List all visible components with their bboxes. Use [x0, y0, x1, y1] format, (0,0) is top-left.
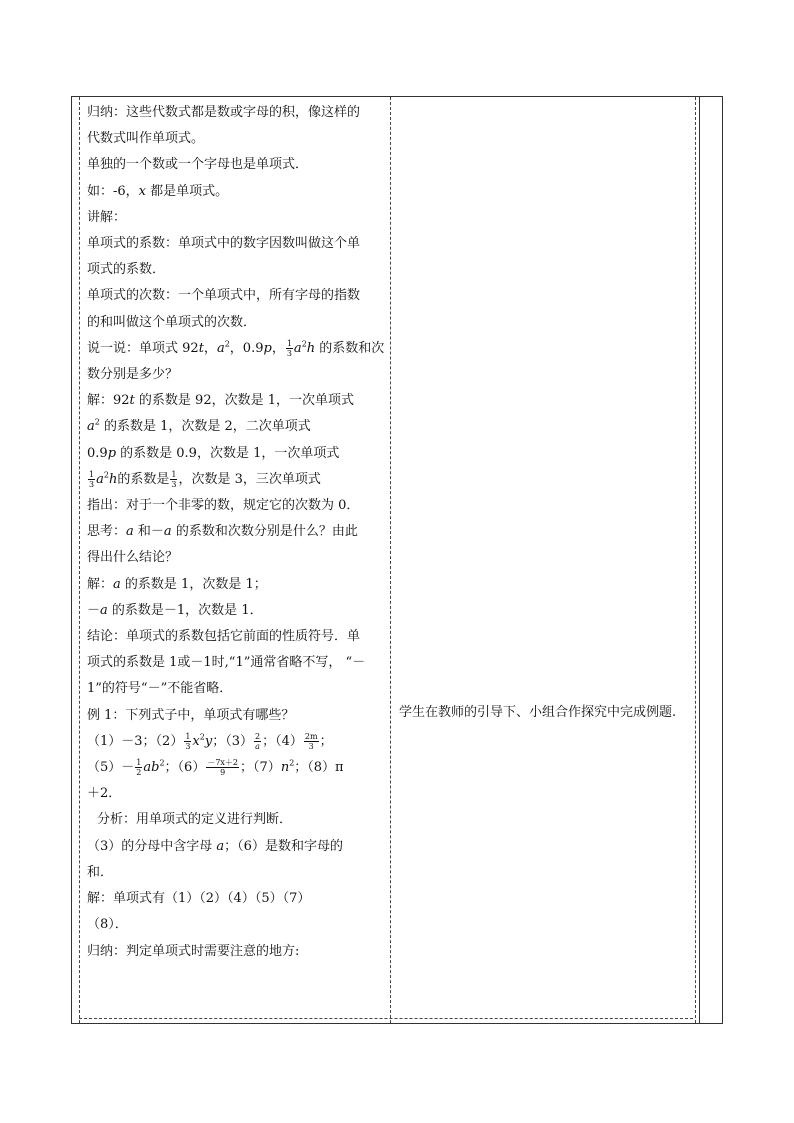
var: p: [263, 340, 272, 356]
text-line: 项式的系数是 1或－1时,“1”通常省略不写， “－: [87, 655, 366, 671]
text: 思考：: [87, 524, 127, 540]
text: ，: [203, 340, 217, 356]
text-line: [87, 388, 386, 414]
fraction: [184, 732, 191, 751]
numerator: 2m: [304, 731, 318, 741]
text: 的系数是 0.9，次数是 1，一次单项式: [116, 445, 340, 461]
text-line: 项式的系数．: [87, 262, 166, 278]
text-line: 例 1：下列式子中，单项式有哪些？: [87, 707, 295, 723]
text: 的系数是 1，次数是 1；: [120, 576, 267, 592]
exponent: 2: [94, 418, 100, 428]
numerator: 1: [171, 469, 177, 479]
exponent: 2: [224, 339, 230, 349]
text: 都是单项式。: [146, 183, 229, 199]
var: p: [107, 445, 117, 461]
text-line: 单项式的次数：一个单项式中，所有字母的指数: [87, 288, 361, 304]
denominator: 3: [89, 479, 95, 489]
table-column-divider: [390, 97, 391, 1023]
exponent: 2: [199, 732, 205, 742]
text-line: 归纳：判定单项式时需要注意的地方:: [87, 943, 300, 959]
text-line: [87, 755, 386, 781]
fraction: [88, 470, 95, 489]
text: （5）－: [87, 760, 135, 776]
text: ；（6）: [164, 760, 206, 776]
text: 的系数是 1，次数是 2，二次单项式: [99, 419, 311, 435]
text-line: [87, 179, 386, 205]
text: ；（4）: [262, 733, 303, 749]
text-line: [87, 441, 386, 467]
text-line: [87, 729, 386, 755]
var: h: [108, 471, 118, 487]
var: x: [192, 733, 200, 749]
var: a: [163, 524, 172, 540]
var: y: [204, 733, 213, 749]
text-line: 单项式的系数：单项式中的数字因数叫做这个单: [87, 236, 361, 252]
text: 的系数是 92，次数是 1，一次单项式: [134, 393, 354, 409]
teacher-activity-cell: [87, 100, 386, 965]
text: （1）－3；（2）: [87, 733, 184, 749]
text-line: [87, 336, 386, 362]
text-line: 分析：用单项式的定义进行判断．: [97, 812, 293, 828]
denominator: 3: [308, 741, 314, 751]
text: 的系数是: [117, 471, 170, 487]
var: t: [198, 340, 204, 356]
numerator: 2: [255, 731, 261, 741]
text-line: 得出什么结论？: [87, 550, 179, 566]
denominator: 3: [171, 479, 177, 489]
var: n: [280, 760, 290, 776]
var: a: [100, 602, 108, 618]
numerator: 1: [136, 758, 142, 768]
denominator: 2: [136, 768, 142, 778]
fraction: [170, 470, 177, 489]
text: ，: [271, 340, 285, 356]
var: ab: [143, 760, 160, 776]
text-line: ＋2．: [87, 786, 122, 802]
text: ；（7）: [240, 760, 281, 776]
exponent: 2: [301, 339, 307, 349]
text: ，0.9: [229, 340, 264, 356]
text: 0.9: [87, 445, 108, 461]
text-line: [87, 467, 386, 493]
fraction: [304, 732, 319, 751]
denominator: a: [255, 741, 260, 751]
text-line: [87, 598, 386, 624]
text: 解：92: [87, 393, 130, 409]
text-line: [87, 834, 386, 860]
text: ；（8）π: [294, 760, 344, 776]
text-line: （8）．: [87, 917, 128, 933]
text-line: 讲解：: [87, 209, 127, 225]
fraction: [206, 758, 239, 777]
text: 的系数和次数分别是什么？由此: [171, 524, 358, 540]
denominator: 3: [286, 348, 292, 358]
text-line: [87, 572, 386, 598]
fraction: [286, 339, 293, 358]
exponent: 2: [289, 758, 295, 768]
var: x: [138, 183, 147, 199]
student-activity-text: 学生在教师的引导下、小组合作探究中完成例题.: [399, 705, 677, 720]
text-line: 1”的符号“－”不能省略．: [87, 681, 233, 697]
var: a: [96, 471, 104, 487]
denominator: 3: [185, 741, 191, 751]
var: a: [113, 576, 121, 592]
text-line: 解：单项式有（1）（2）（4）（5）（7）: [87, 891, 311, 907]
text: （3）的分母中含字母: [87, 838, 217, 854]
text-line: 数分别是多少？: [87, 367, 179, 383]
exponent: 2: [103, 470, 109, 480]
text: ，次数是 3，三次单项式: [178, 471, 321, 487]
numerator: 1: [286, 338, 292, 348]
text: ；（6）是数和字母的: [224, 838, 343, 854]
denominator: 9: [220, 768, 226, 778]
text-line: 代数式叫作单项式。: [87, 131, 205, 147]
var: a: [87, 419, 95, 435]
text-line: [87, 414, 386, 440]
var: a: [126, 524, 134, 540]
numerator: 1: [89, 469, 95, 479]
table-column-divider: [695, 97, 696, 1023]
text-line: 和．: [87, 864, 114, 880]
var: a: [293, 340, 302, 356]
var: a: [216, 340, 225, 356]
table-left-dashed-border: [79, 97, 80, 1023]
exponent: 2: [159, 758, 165, 768]
text-line: 单独的一个数或一个字母也是单项式．: [87, 157, 309, 173]
text-line: [87, 519, 386, 545]
text: 的系数和次: [315, 340, 385, 356]
var: h: [306, 340, 316, 356]
fraction: [135, 758, 142, 777]
text-line: 归纳：这些代数式都是数或字母的积，像这样的: [87, 105, 361, 120]
numerator: －7x＋2: [207, 758, 239, 768]
fraction: [254, 732, 261, 751]
text: 如：-6，: [87, 183, 139, 199]
text: －: [87, 602, 101, 618]
text-line: 指出：对于一个非零的数，规定它的次数为 0．: [87, 498, 360, 514]
text: 和－: [133, 524, 164, 540]
numerator: 1: [185, 731, 191, 741]
var: a: [216, 838, 225, 854]
text: 的系数是－1，次数是 1．: [107, 602, 263, 618]
text-line: 结论：单项式的系数包括它前面的性质符号．单: [87, 629, 361, 645]
table-column-divider: [699, 97, 700, 1023]
text: ；（3）: [212, 733, 253, 749]
student-activity-cell: [399, 700, 689, 726]
text: 说一说：单项式 92: [87, 340, 199, 356]
text-line: 的和叫做这个单项式的次数．: [87, 314, 257, 330]
text: 解：: [87, 576, 114, 592]
var: t: [129, 393, 135, 409]
text: ；: [319, 733, 333, 749]
table-bottom-dashed-border: [79, 1018, 693, 1019]
lesson-table: [71, 96, 723, 1024]
